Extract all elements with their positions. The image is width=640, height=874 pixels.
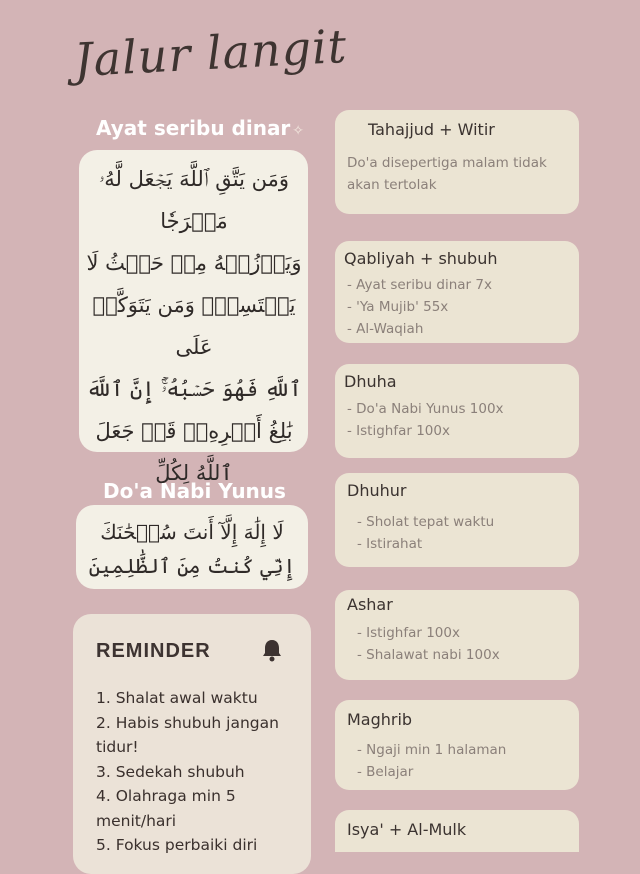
schedule-card-dhuhur — [335, 473, 579, 567]
list-item: 1. Shalat awal waktu — [96, 689, 258, 707]
schedule-title: Maghrib — [347, 710, 413, 729]
list-item: 4. Olahraga min 5 menit/hari — [96, 787, 236, 830]
schedule-card-ashar — [335, 590, 579, 680]
schedule-title: Tahajjud + Witir — [368, 120, 495, 139]
bell-icon — [261, 638, 283, 667]
list-item: - 'Ya Mujib' 55x — [347, 299, 449, 315]
schedule-items — [357, 622, 500, 666]
list-item: - Sholat tepat waktu — [357, 514, 495, 530]
page-title: Jalur langit — [72, 18, 349, 88]
reminder-title: REMINDER — [96, 640, 211, 662]
arabic-line: إِنِّي كُنتُ مِنَ ٱلظَّٰلِمِينَ — [88, 554, 296, 578]
list-item: 3. Sedekah shubuh — [96, 762, 245, 781]
arabic-line: وَيَرۡزُقۡهُ مِنۡ حَيۡثُ لَا — [86, 251, 302, 275]
arabic-line: يَحۡتَسِبُۚ وَمَن يَتَوَكَّلۡ عَلَى — [92, 293, 296, 359]
list-item: - Do'a Nabi Yunus 100x — [347, 401, 504, 417]
arabic-line: مَخۡرَجٗا — [160, 209, 228, 233]
arabic-line: وَمَن يَتَّقِ ٱللَّهَ يَجۡعَل لَّهُۥ — [99, 167, 289, 191]
schedule-note: Do'a disepertiga malam tidak akan tertolak — [347, 155, 547, 193]
list-item: - Shalawat nabi 100x — [357, 647, 500, 663]
schedule-card-tahajjud — [335, 110, 579, 214]
schedule-card-isya — [335, 810, 579, 852]
schedule-title: Qabliyah + shubuh — [344, 249, 498, 268]
list-item: 5. Fokus perbaiki diri — [96, 836, 258, 854]
ayat-heading-text: Ayat seribu dinar — [96, 116, 291, 140]
reminder-card — [73, 614, 311, 874]
reminder-list — [96, 686, 306, 858]
schedule-title: Isya' + Al-Mulk — [347, 820, 467, 839]
list-item: - Ngaji min 1 halaman — [357, 742, 507, 758]
yunus-section-heading: Do'a Nabi Yunus — [103, 479, 286, 503]
list-item: - Istirahat — [357, 536, 423, 552]
arabic-line: ٱللَّهِ فَهُوَ حَسۡبُهُۥٓۚ إِنَّ ٱللَّهَ — [86, 377, 302, 401]
schedule-items — [347, 274, 492, 340]
list-item: - Belajar — [357, 764, 414, 780]
ayat-arabic-text — [80, 150, 308, 485]
yunus-arabic-text — [76, 505, 308, 599]
schedule-card-dhuha — [335, 364, 579, 458]
sparkle-icon: ✧ — [292, 123, 305, 139]
schedule-title: Dhuha — [344, 372, 397, 391]
list-item: - Istighfar 100x — [347, 423, 450, 439]
schedule-items — [347, 398, 504, 442]
list-item: - Istighfar 100x — [357, 625, 460, 641]
schedule-card-qabliyah — [335, 241, 579, 343]
arabic-line: لَا إِلَٰهَ إِلَّآ أَنتَ سُبۡحَٰنَكَ — [100, 520, 284, 544]
schedule-items — [357, 511, 494, 555]
schedule-title: Dhuhur — [347, 481, 407, 500]
schedule-card-maghrib — [335, 700, 579, 790]
ayat-section-heading — [96, 116, 304, 140]
list-item: - Al-Waqiah — [347, 321, 424, 337]
arabic-line: بَٰلِغُ أَمۡرِهِۦۚ قَدۡ جَعَلَ ٱللَّهُ لِكُلِّ — [95, 419, 293, 485]
list-item: - Ayat seribu dinar 7x — [347, 277, 492, 293]
schedule-title: Ashar — [347, 595, 393, 614]
list-item: 2. Habis shubuh jangan tidur! — [96, 713, 279, 756]
schedule-items — [357, 739, 506, 783]
